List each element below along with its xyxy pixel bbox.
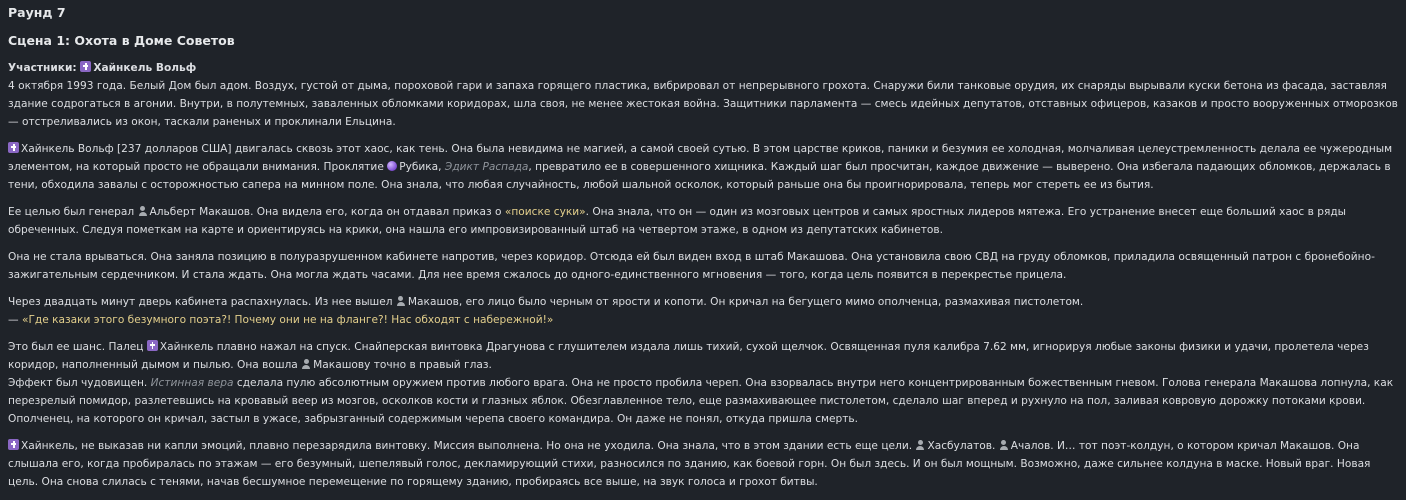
- text: , не выказав ни капли эмоций, плавно перезарядила винтовку. Миссия выполнена. Но она не уходила. Она знала, что в этом здании есть еще цели.: [74, 440, 916, 452]
- orb-icon: [387, 161, 397, 171]
- participants-line: [8, 59, 1398, 77]
- character-name: Хайнкель: [21, 440, 75, 452]
- participants-label: Участники:: [8, 62, 77, 74]
- character-name: Макашов: [407, 296, 459, 308]
- cross-badge-icon: [8, 142, 19, 153]
- person-icon: [138, 205, 148, 216]
- text: .: [992, 440, 999, 452]
- paragraph-aftermath: [8, 437, 1398, 491]
- character-name: Хасбулатов: [927, 440, 992, 452]
- text: точно в правый глаз.: [370, 359, 492, 371]
- cross-badge-icon: [8, 439, 19, 450]
- quote: «поиске суки»: [504, 206, 586, 218]
- cross-badge-icon: [80, 61, 91, 72]
- text: . Она знала, что он — один из мозговых центров и самых яростных лидеров мятежа. Его устранение внесет еще больший хаос в ряды обреченных. Следуя пометкам на карте и ориентируясь на крики, она нашла его импровизированный штаб на четвертом этаже, в одном из депутатских кабинетов.: [8, 206, 1347, 236]
- text: Эффект был чудовищен.: [8, 377, 151, 389]
- person-icon: [301, 358, 311, 369]
- dialogue-line: [8, 311, 1398, 329]
- character-name: Хайнкель: [159, 341, 214, 353]
- rubika-name: Рубика: [399, 161, 439, 173]
- dash: —: [8, 314, 22, 326]
- text: Ее целью был генерал: [8, 206, 138, 218]
- text: ,: [438, 161, 445, 173]
- paragraph-intro: 4 октября 1993 года. Белый Дом был адом. Воздух, густой от дыма, пороховой гари и запаха горящего пластика, вибрировал от непрерывного грохота. Снаружи били танковые орудия, их снаряды вырывали куски бетона из фасада, заставляя здание содрогаться в агонии. Внутри, в полутемных, заваленных обломками коридорах, шла своя, не менее жестокая война. Защитники парламента — смесь идейных депутатов, отставных офицеров, казаков и просто вооруженных отморозков — отстреливались из окон, таскали раненых и проклинали Ельцина.: [8, 80, 1398, 128]
- cross-badge-icon: [147, 340, 158, 351]
- character-name: Альберт Макашов: [149, 206, 251, 218]
- text: сделала пулю абсолютным оружием против любого врага. Она не просто пробила череп. Она взорвалась внутри него концентрированным божественным гневом. Голова генерала Макашова лопнула, как перезрелый помидор, разлетевшись на кровавый веер из мозгов, осколков кости и глазных яблок. Обезглавленное тело, еще размахивающее пистолетом, сделало шаг вперед и рухнуло на пол, заливая ковровую дорожку потоками крови. Ополченец, на которого он кричал, застыл в ужасе, забрызганный содержимым черепа своего командира. Он даже не понял, откуда пришла смерть.: [8, 377, 1394, 425]
- text: Это был ее шанс. Палец: [8, 341, 147, 353]
- person-icon: [915, 439, 925, 450]
- paragraph-ambush: Она не стала врываться. Она заняла позицию в полуразрушенном кабинете напротив, через коридор. Отсюда ей был виден вход в штаб Макашова. Она установила свою СВД на груду обломков, приладила освященный патрон с бронебойно-зажигательным сердечником. И стала ждать. Она могла ждать часами. Для нее время сжалось до одного-единственного мгновения — того, когда цель появится в перекрестье прицела.: [8, 251, 1375, 281]
- paragraph-shot: [8, 338, 1398, 374]
- paragraph-heinkel-moves: [8, 140, 1398, 194]
- paragraph-target: [8, 203, 1398, 239]
- faith-name: Истинная вера: [150, 377, 234, 389]
- text: , его лицо было черным от ярости и копоти. Он кричал на бегущего мимо ополченца, размахивая пистолетом.: [458, 296, 1084, 308]
- paragraph-effect: [8, 374, 1398, 428]
- character-name: Ачалов: [1010, 440, 1051, 452]
- edict-name: Эдикт Распада: [444, 161, 529, 173]
- text: , превратило ее в совершенного хищника. Каждый шаг был просчитан, каждое движение — выверено. Она избегала падающих обломков, держалась в тени, обходила завалы с осторожностью сапера на минном поле. Она знала, что любая случайность, любой шальной осколок, который раньше она бы проигнорировала, теперь мог стереть ее из бытия.: [8, 161, 1391, 191]
- person-icon: [999, 439, 1009, 450]
- scene-title: Сцена 1: Охота в Доме Советов: [8, 33, 235, 48]
- paragraph-door: [8, 293, 1398, 311]
- text: . Она видела его, когда он отдавал приказ о: [250, 206, 505, 218]
- round-title: Раунд 7: [8, 5, 66, 20]
- participant-name: Хайнкель Вольф: [93, 62, 197, 74]
- character-name: Макашову: [313, 359, 371, 371]
- text: Через двадцать минут дверь кабинета распахнулась. Из нее вышел: [8, 296, 396, 308]
- text: . И… тот поэт-колдун, о котором кричал Макашов. Она слышала его, когда пробиралась по этажам — его безумный, шепелявый голос, декламирующий стихи, разносился по зданию, как боевой горн. Он был здесь. И он был мощным. Возможно, даже сильнее колдуна в маске. Новый враг. Новая цель. Она снова слилась с тенями, начав бесшумное перемещение по горящему зданию, пробираясь все выше, на звук голоса и грохот битвы.: [8, 440, 1371, 488]
- text: плавно нажал на спуск. Снайперская винтовка Драгунова с глушителем издала лишь тихий, сухой щелчок. Освященная пуля калибра 7.62 мм, игнорируя любые законы физики и удачи, пролетела через коридор, наполненный дымом и пылью. Она вошла: [8, 341, 1369, 371]
- quote: «Где казаки этого безумного поэта?! Почему они не на фланге?! Нас обходят с набережной!»: [21, 314, 554, 326]
- text: Хайнкель Вольф [237 долларов США] двигалась сквозь этот хаос, как тень. Она была невидима не магией, а самой своей сутью. В этом царстве криков, паники и безумия ее холодная, молчаливая целеустремленность делала ее чужеродным элементом, на который просто не обращали внимания. Проклятие: [8, 143, 1393, 173]
- person-icon: [396, 295, 406, 306]
